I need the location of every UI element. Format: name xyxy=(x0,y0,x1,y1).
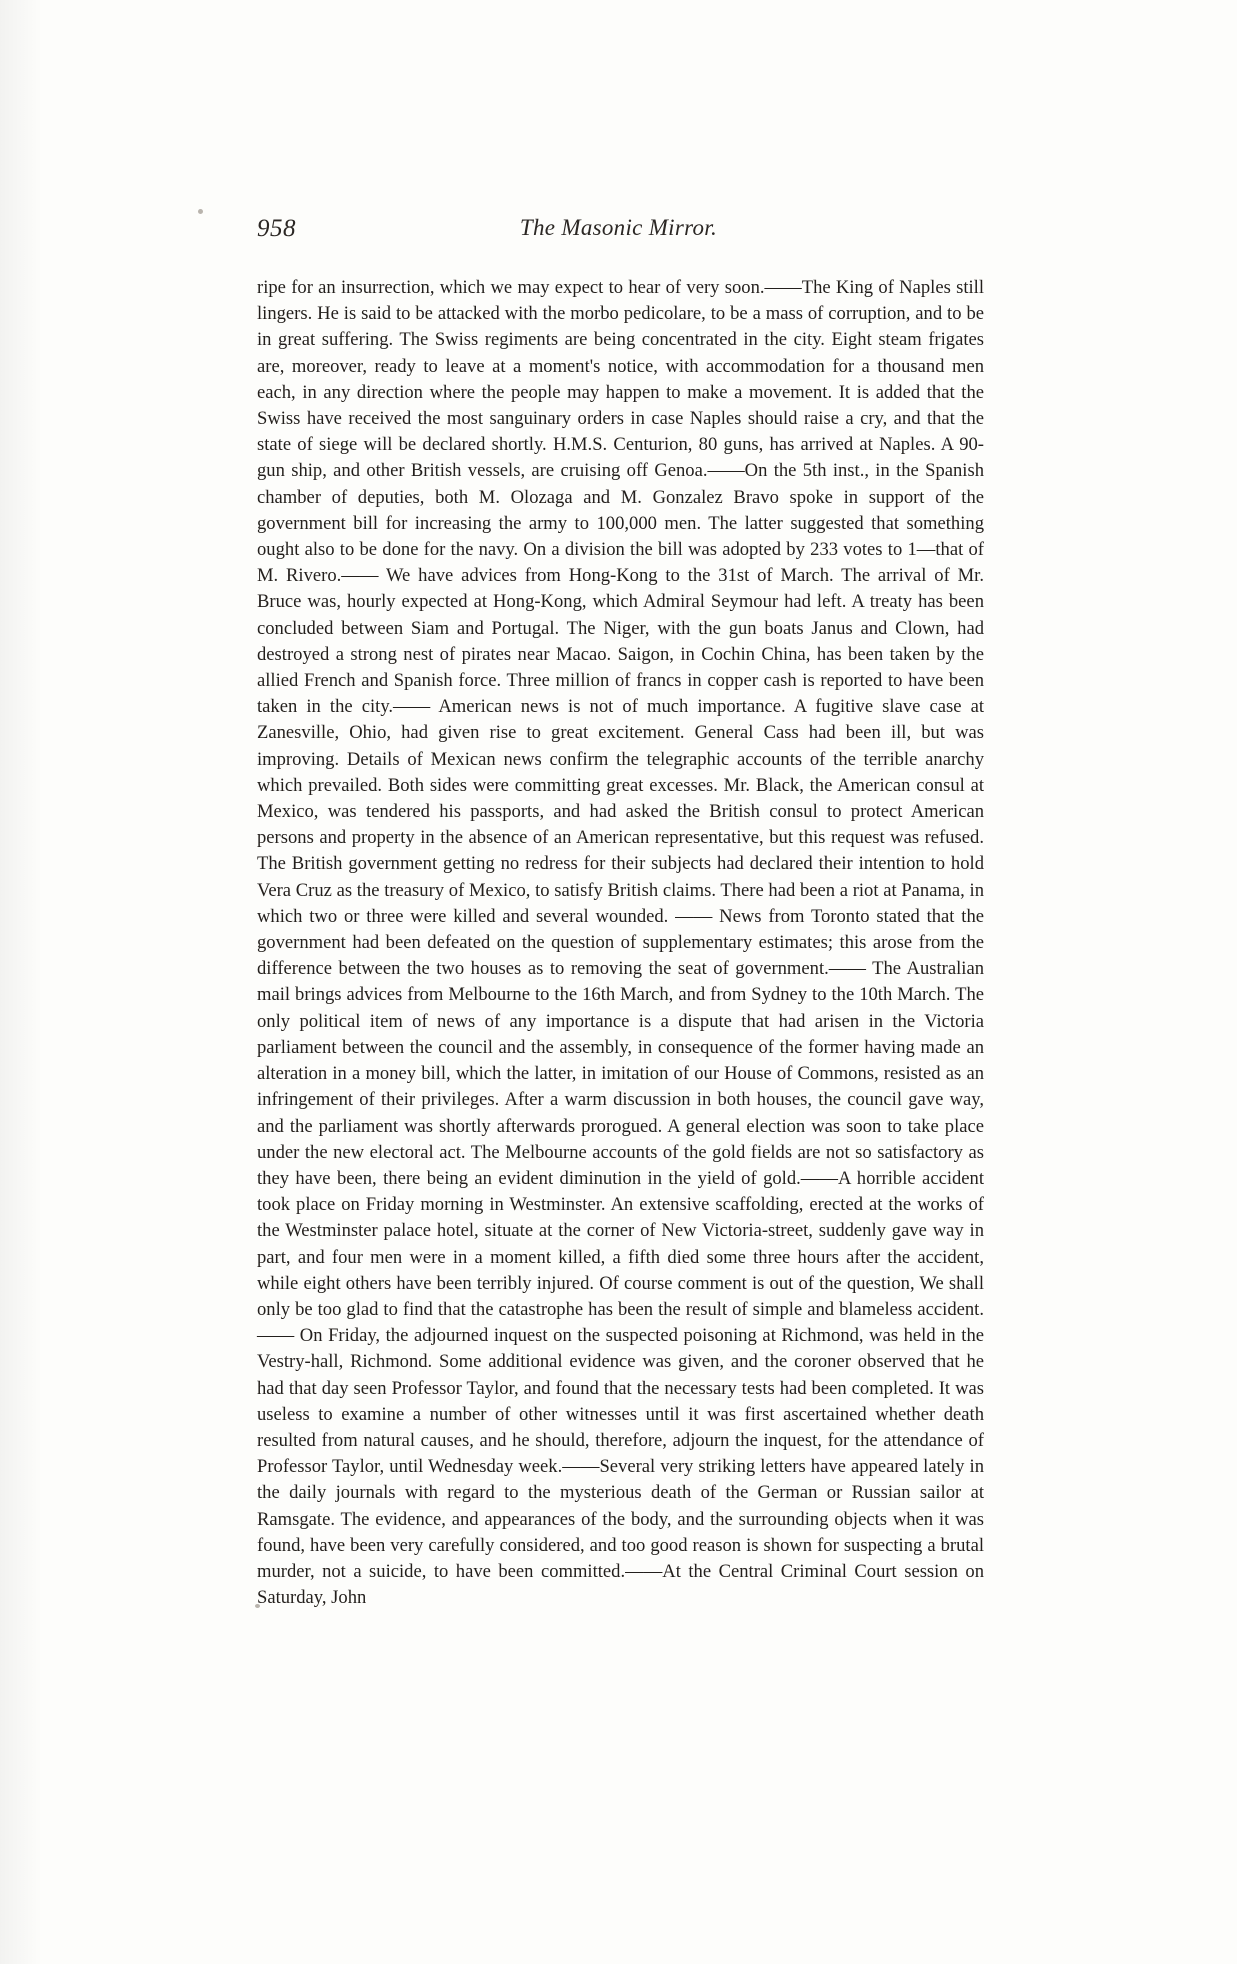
page-header xyxy=(0,215,1237,245)
body-text xyxy=(257,275,984,1611)
body-paragraph: ripe for an insurrection, which we may expect to hear of very soon.——The King of Naples still lingers. He is said to be attacked with the morbo pedicolare, to be a mass of corruption, and to be in great suffering. The Swiss regiments are being concentrated in the city. Eight steam frigates are, moreover, ready to leave at a moment's notice, with accommodation for a thousand men each, in any direction where the people may happen to make a movement. It is added that the Swiss have received the most sanguinary orders in case Naples should raise a cry, and that the state of siege will be declared shortly. H.M.S. Centurion, 80 guns, has arrived at Naples. A 90-gun ship, and other British vessels, are cruising off Genoa.——On the 5th inst., in the Spanish chamber of deputies, both M. Olozaga and M. Gonzalez Bravo spoke in support of the government bill for increasing the army to 100,000 men. The latter suggested that something ought also to be done for the navy. On a division the bill was adopted by 233 votes to 1—that of M. Rivero.—— We have advices from Hong-Kong to the 31st of March. The arrival of Mr. Bruce was, hourly expected at Hong-Kong, which Admiral Seymour had left. A treaty has been concluded between Siam and Portugal. The Niger, with the gun boats Janus and Clown, had destroyed a strong nest of pirates near Macao. Saigon, in Cochin China, has been taken by the allied French and Spanish force. Three million of francs in copper cash is reported to have been taken in the city.—— American news is not of much importance. A fugitive slave case at Zanesville, Ohio, had given rise to great excitement. General Cass had been ill, but was improving. Details of Mexican news confirm the telegraphic accounts of the terrible anarchy which prevailed. Both sides were committing great excesses. Mr. Black, the American consul at Mexico, was tendered his passports, and had asked the British consul to protect American persons and property in the absence of an American representative, but this request was refused. The British government getting no redress for their subjects had declared their intention to hold Vera Cruz as the treasury of Mexico, to satisfy British claims. There had been a riot at Panama, in which two or three were killed and several wounded. —— News from Toronto stated that the government had been defeated on the question of supplementary estimates; this arose from the difference between the two houses as to removing the seat of government.—— The Australian mail brings advices from Melbourne to the 16th March, and from Sydney to the 10th March. The only political item of news of any importance is a dispute that had arisen in the Victoria parliament between the council and the assembly, in consequence of the former having made an alteration in a money bill, which the latter, in imitation of our House of Commons, resisted as an infringement of their privileges. After a warm discussion in both houses, the council gave way, and the parliament was shortly afterwards prorogued. A general election was soon to take place under the new electoral act. The Melbourne accounts of the gold fields are not so satisfactory as they have been, there being an evident diminution in the yield of gold.——A horrible accident took place on Friday morning in Westminster. An extensive scaffolding, erected at the works of the Westminster palace hotel, situate at the corner of New Victoria-street, suddenly gave way in part, and four men were in a moment killed, a fifth died some three hours after the accident, while eight others have been terribly injured. Of course comment is out of the question, We shall only be too glad to find that the catastrophe has been the result of simple and blameless accident.—— On Friday, the adjourned inquest on the suspected poisoning at Richmond, was held in the Vestry-hall, Richmond. Some additional evidence was given, and the coroner observed that he had that day seen Professor Taylor, and found that the necessary tests had been completed. It was useless to examine a number of other witnesses until it was first ascertained whether death resulted from natural causes, and he should, therefore, adjourn the inquest, for the attendance of Professor Taylor, until Wednesday week.——Several very striking letters have appeared lately in the daily journals with regard to the mysterious death of the German or Russian sailor at Ramsgate. The evidence, and appearances of the body, and the surrounding objects when it was found, have been very carefully considered, and too good reason is shown for suspecting a brutal murder, not a suicide, to have been committed.——At the Central Criminal Court session on Saturday, John xyxy=(257,277,984,1609)
scan-speck xyxy=(198,209,203,214)
page-edge-shading xyxy=(0,0,42,1964)
page-number: 958 xyxy=(257,215,296,242)
running-title: The Masonic Mirror. xyxy=(519,215,718,240)
